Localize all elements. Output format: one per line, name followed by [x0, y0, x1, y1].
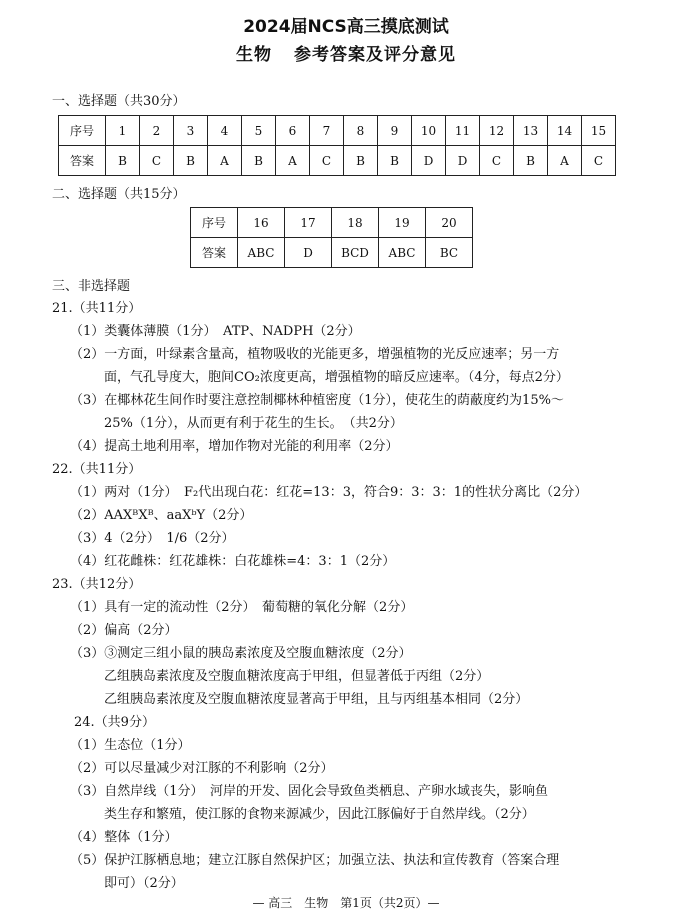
answer-line: （3）③测定三组小鼠的胰岛素浓度及空腹血糖浓度（2分） — [70, 646, 412, 661]
table-row-numbers — [59, 116, 616, 146]
answer-line: （3）在椰林花生间作时要注意控制椰林种植密度（1分），使花生的荫蔽度约为15%～ — [70, 393, 564, 408]
table-cell: 18 — [332, 208, 379, 238]
table-cell: A — [276, 146, 310, 176]
choice-table-2 — [190, 207, 473, 268]
answer-line: （1）两对（1分） F₂代出现白花：红花=13：3，符合9：3：3：1的性状分离比（2分） — [70, 485, 588, 500]
answer-line: （1）具有一定的流动性（2分） 葡萄糖的氧化分解（2分） — [70, 600, 414, 615]
answer-line: （3）4（2分） 1/6（2分） — [70, 531, 235, 546]
answer-line: （2）偏高（2分） — [70, 623, 178, 638]
table-row-numbers — [191, 208, 473, 238]
table-cell: ABC — [379, 238, 426, 268]
subject-label: 生物 — [236, 45, 272, 65]
table-cell: B — [242, 146, 276, 176]
answer-line: （3）自然岸线（1分） 河岸的开发、固化会导致鱼类栖息、产卵水域丧失，影响鱼 — [70, 784, 549, 799]
question-heading: 21.（共11分） — [52, 301, 142, 316]
table-cell: BC — [426, 238, 473, 268]
answer-line: 面，气孔导度大，胞间CO₂浓度更高，增强植物的暗反应速率。（4分，每点2分） — [104, 370, 569, 385]
table-cell: C — [582, 146, 616, 176]
answer-line: （4）整体（1分） — [70, 830, 178, 845]
table-cell: A — [548, 146, 582, 176]
section2-heading: 二、选择题（共15分） — [52, 187, 186, 202]
answer-line: （2）AAXᴮXᴮ、aaXᵇY（2分） — [70, 508, 253, 523]
table-cell: 14 — [548, 116, 582, 146]
table-cell: 15 — [582, 116, 616, 146]
answer-line: 类生存和繁殖，使江豚的食物来源减少，因此江豚偏好于自然岸线。（2分） — [104, 807, 535, 822]
question-heading: 23.（共12分） — [52, 577, 142, 592]
question-heading: 22.（共11分） — [52, 462, 142, 477]
subtitle-rest: 参考答案及评分意见 — [294, 45, 456, 65]
table-cell: 8 — [344, 116, 378, 146]
table-cell: 3 — [174, 116, 208, 146]
answer-line: 即可）（2分） — [104, 876, 184, 891]
table-cell: 5 — [242, 116, 276, 146]
table-cell: C — [140, 146, 174, 176]
page-title: 2024届NCS高三摸底测试 — [243, 17, 449, 37]
table-cell: 19 — [379, 208, 426, 238]
table-cell: 7 — [310, 116, 344, 146]
table-cell: BCD — [332, 238, 379, 268]
table-cell: A — [208, 146, 242, 176]
section3-heading: 三、非选择题 — [52, 279, 131, 294]
table-cell-label: 序号 — [59, 116, 106, 146]
table-cell: 11 — [446, 116, 480, 146]
table-cell: D — [412, 146, 446, 176]
table-cell: 12 — [480, 116, 514, 146]
table-cell-label: 答案 — [191, 238, 238, 268]
answer-line: 25%（1分），从而更有利于花生的生长。 （共2分） — [104, 416, 403, 431]
table-cell: 17 — [285, 208, 332, 238]
table-cell: B — [378, 146, 412, 176]
table-cell-label: 答案 — [59, 146, 106, 176]
table-cell: B — [174, 146, 208, 176]
table-cell: C — [480, 146, 514, 176]
table-cell: B — [106, 146, 140, 176]
answer-line: （2）可以尽量减少对江豚的不利影响（2分） — [70, 761, 334, 776]
answer-line: 乙组胰岛素浓度及空腹血糖浓度显著高于甲组，且与丙组基本相同（2分） — [104, 692, 529, 707]
answer-line: （4）红花雌株：红花雄株：白花雄株=4：3：1（2分） — [70, 554, 396, 569]
table-cell-label: 序号 — [191, 208, 238, 238]
answer-line: （1）生态位（1分） — [70, 738, 191, 753]
table-cell: 4 — [208, 116, 242, 146]
table-cell: 6 — [276, 116, 310, 146]
table-cell: C — [310, 146, 344, 176]
table-row-answers — [191, 238, 473, 268]
table-cell: 10 — [412, 116, 446, 146]
table-cell: 9 — [378, 116, 412, 146]
section1-heading: 一、选择题（共30分） — [52, 94, 186, 109]
table-cell: 20 — [426, 208, 473, 238]
answer-line: （2）一方面，叶绿素含量高，植物吸收的光能更多，增强植物的光反应速率；另一方 — [70, 347, 560, 362]
table-cell: ABC — [238, 238, 285, 268]
page-subtitle — [0, 40, 692, 65]
table-cell: B — [514, 146, 548, 176]
table-cell: D — [285, 238, 332, 268]
table-cell: 13 — [514, 116, 548, 146]
table-cell: 1 — [106, 116, 140, 146]
answer-line: （4）提高土地利用率，增加作物对光能的利用率（2分） — [70, 439, 399, 454]
question-heading: 24.（共9分） — [74, 715, 155, 730]
table-cell: 16 — [238, 208, 285, 238]
answer-line: （5）保护江豚栖息地；建立江豚自然保护区；加强立法、执法和宣传教育（答案合理 — [70, 853, 560, 868]
choice-table-1 — [58, 115, 616, 176]
answer-line: 乙组胰岛素浓度及空腹血糖浓度高于甲组，但显著低于丙组（2分） — [104, 669, 490, 684]
table-cell: 2 — [140, 116, 174, 146]
table-row-answers — [59, 146, 616, 176]
table-cell: D — [446, 146, 480, 176]
answer-line: （1）类囊体薄膜（1分） ATP、NADPH（2分） — [70, 324, 361, 339]
table-cell: B — [344, 146, 378, 176]
page-footer: — 高三 生物 第1页（共2页）— — [252, 896, 440, 910]
